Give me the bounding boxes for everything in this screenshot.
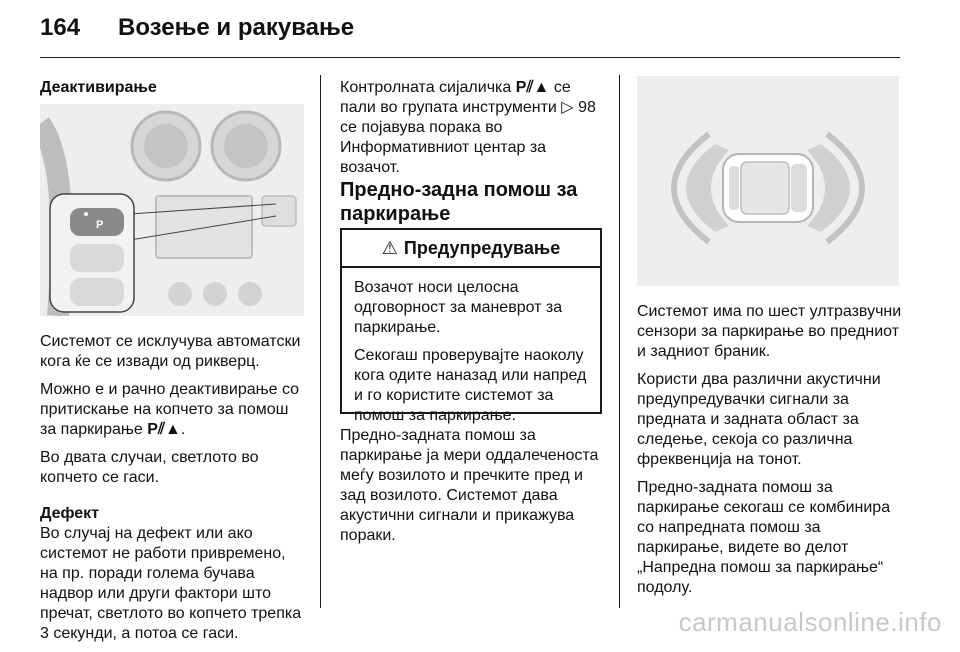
paragraph-text: Можно е и рачно деактивирање со притискање на копчето за помош за паркирање	[40, 381, 300, 438]
paragraph: Во случај на дефект или ако системот не работи привремено, на пр. поради голема бучава надвор или други фактори што пречат, светлото во копчето трепка 3 секунди, а потоа се гаси.	[40, 525, 302, 642]
dashboard-illustration	[40, 104, 304, 316]
paragraph-text: се пали во групата инструменти	[340, 79, 571, 116]
warning-box-body	[342, 268, 600, 444]
column-2-intro	[340, 78, 602, 186]
svg-text:P: P	[96, 219, 104, 231]
paragraph: Користи два различни акустични предупредувачки сигнали за предната и задната област за следење, секоја со различна фреквенција на тонот.	[637, 371, 881, 468]
column-3-body	[637, 302, 907, 606]
dashboard-figure	[40, 104, 304, 316]
paragraph: Предно-задната помош за паркирање секогаш се комбинира со напредната помош за паркирање, видете во делот „Напредна помош за паркирање“ подолу.	[637, 479, 891, 596]
paragraph: Во двата случаи, светлото во копчето се гаси.	[40, 449, 259, 486]
warning-title: Предупредување	[403, 237, 561, 258]
paragraph-text: се појавува порака во Информативниот центар за возачот.	[340, 119, 547, 176]
paragraph: Системот има по шест ултразвучни сензори за паркирање во предниот и задниот браник.	[637, 303, 902, 360]
section-heading-park-assist: Предно-задна помош за паркирање	[340, 179, 578, 225]
column-divider-2	[619, 75, 620, 608]
warning-box-header	[342, 230, 600, 268]
page-reference[interactable]: 98	[578, 99, 596, 116]
paragraph	[40, 380, 306, 440]
paragraph: Возачот носи целосна одговорност за маневрот за паркирање.	[354, 279, 563, 336]
warning-box	[340, 228, 602, 424]
column-2-body	[340, 426, 606, 554]
paragraph: Предно-задната помош за паркирање ја мери оддалеченоста меѓу возилото и пречките пред и зад возилото. Системот дава акустични сигнали и прикажува пораки.	[340, 427, 599, 544]
reference-arrow-icon: ▷	[561, 99, 574, 116]
paragraph: Секогаш проверувајте наоколу кога одите наназад или напред и го користите системот за помош за паркирање.	[354, 347, 587, 424]
paragraph-text: Контролната сијаличка	[340, 79, 512, 96]
warning-icon: ⚠	[381, 237, 398, 258]
header-rule	[40, 57, 900, 58]
park-assist-icon: P⫽▲	[515, 79, 550, 96]
park-assist-icon: P⫽▲	[147, 421, 181, 438]
paragraph-end: .	[180, 421, 186, 438]
column-divider-1	[320, 75, 321, 608]
page-title: Возење и ракување	[118, 14, 355, 41]
section-heading-deactivation: Деактивирање	[40, 79, 157, 96]
subheading-fault: Дефект	[40, 505, 100, 522]
paragraph: Системот се исклучува автоматски кога ќе се извади од рикверц.	[40, 333, 301, 370]
column-1-body	[40, 332, 306, 652]
sensor-zone-illustration	[637, 76, 899, 286]
paragraph	[340, 78, 602, 178]
car-sensor-figure	[637, 76, 899, 286]
page-number: 164	[40, 14, 81, 41]
watermark: carmanualsonline.info	[678, 607, 942, 637]
